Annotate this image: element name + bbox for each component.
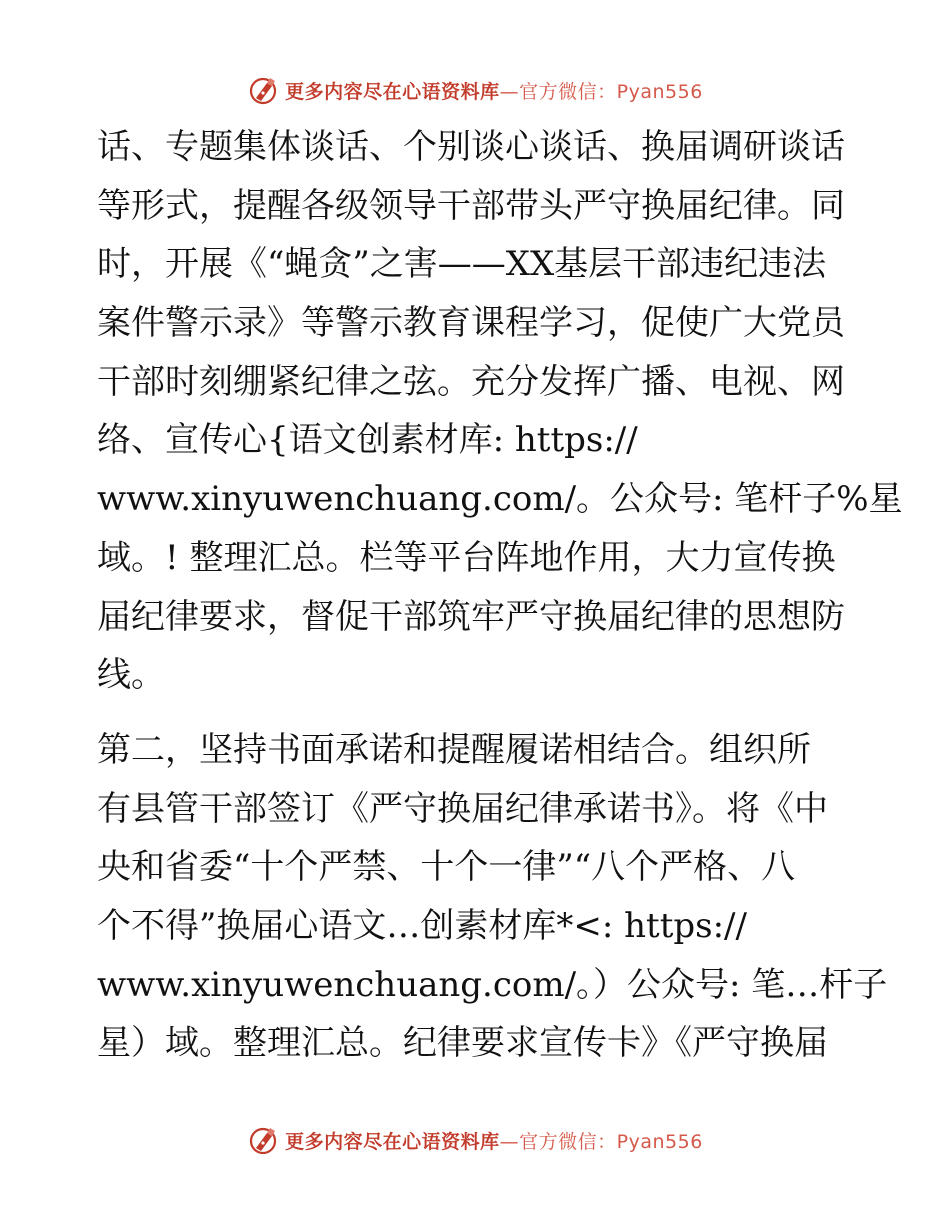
text-line: 星）域。整理汇总。纪律要求宣传卡》《严守换届 xyxy=(97,1023,828,1064)
header-banner xyxy=(0,70,950,110)
pen-nib-logo-icon xyxy=(247,1124,279,1156)
text-line: 域。! 整理汇总。栏等平台阵地作用，大力宣传换 xyxy=(97,537,836,578)
footer-banner xyxy=(0,1120,950,1160)
text-line: 干部时刻绷紧纪律之弦。充分发挥广播、电视、网 xyxy=(97,361,845,402)
text-line: 第二，坚持书面承诺和提醒履诺相结合。组织所 xyxy=(97,729,811,770)
document-body xyxy=(97,118,903,1073)
text-line: www.xinyuwenchuang.com/。公众号: 笔杆子%星 xyxy=(97,479,903,520)
footer-banner-contact: —官方微信：Pyan556 xyxy=(499,1130,703,1153)
paragraph-1 xyxy=(97,118,903,705)
paragraph-2 xyxy=(97,721,888,1073)
text-line: 有县管干部签订《严守换届纪律承诺书》。将《中 xyxy=(97,788,828,829)
header-banner-text xyxy=(285,77,703,104)
text-line: 案件警示录》等警示教育课程学习，促使广大党员 xyxy=(97,303,845,344)
footer-banner-inner xyxy=(247,1124,703,1156)
footer-banner-title: 更多内容尽在心语资料库 xyxy=(285,1130,500,1153)
text-line: 话、专题集体谈话、个别谈心谈话、换届调研谈话 xyxy=(97,127,845,167)
text-line: 央和省委“十个严禁、十个一律”“八个严格、八 xyxy=(97,847,796,888)
text-line: 等形式，提醒各级领导干部带头严守换届纪律。同 xyxy=(97,185,845,226)
header-banner-contact: —官方微信：Pyan556 xyxy=(499,80,703,103)
header-banner-inner xyxy=(247,74,703,106)
text-line: 络、宣传心{语文创素材库: https:// xyxy=(97,420,638,461)
text-line: 届纪律要求，督促干部筑牢严守换届纪律的思想防 xyxy=(97,596,845,637)
text-line: 个不得”换届心语文…创素材库*<: https:// xyxy=(97,905,747,946)
pen-nib-logo-icon xyxy=(247,74,279,106)
text-line: 时，开展《“蝇贪”之害——XX基层干部违纪违法 xyxy=(97,244,827,285)
text-line: www.xinyuwenchuang.com/。）公众号: 笔…杆子 xyxy=(97,964,888,1005)
footer-banner-text xyxy=(285,1127,703,1154)
header-banner-title: 更多内容尽在心语资料库 xyxy=(285,80,500,103)
text-line: 线。 xyxy=(97,655,165,696)
